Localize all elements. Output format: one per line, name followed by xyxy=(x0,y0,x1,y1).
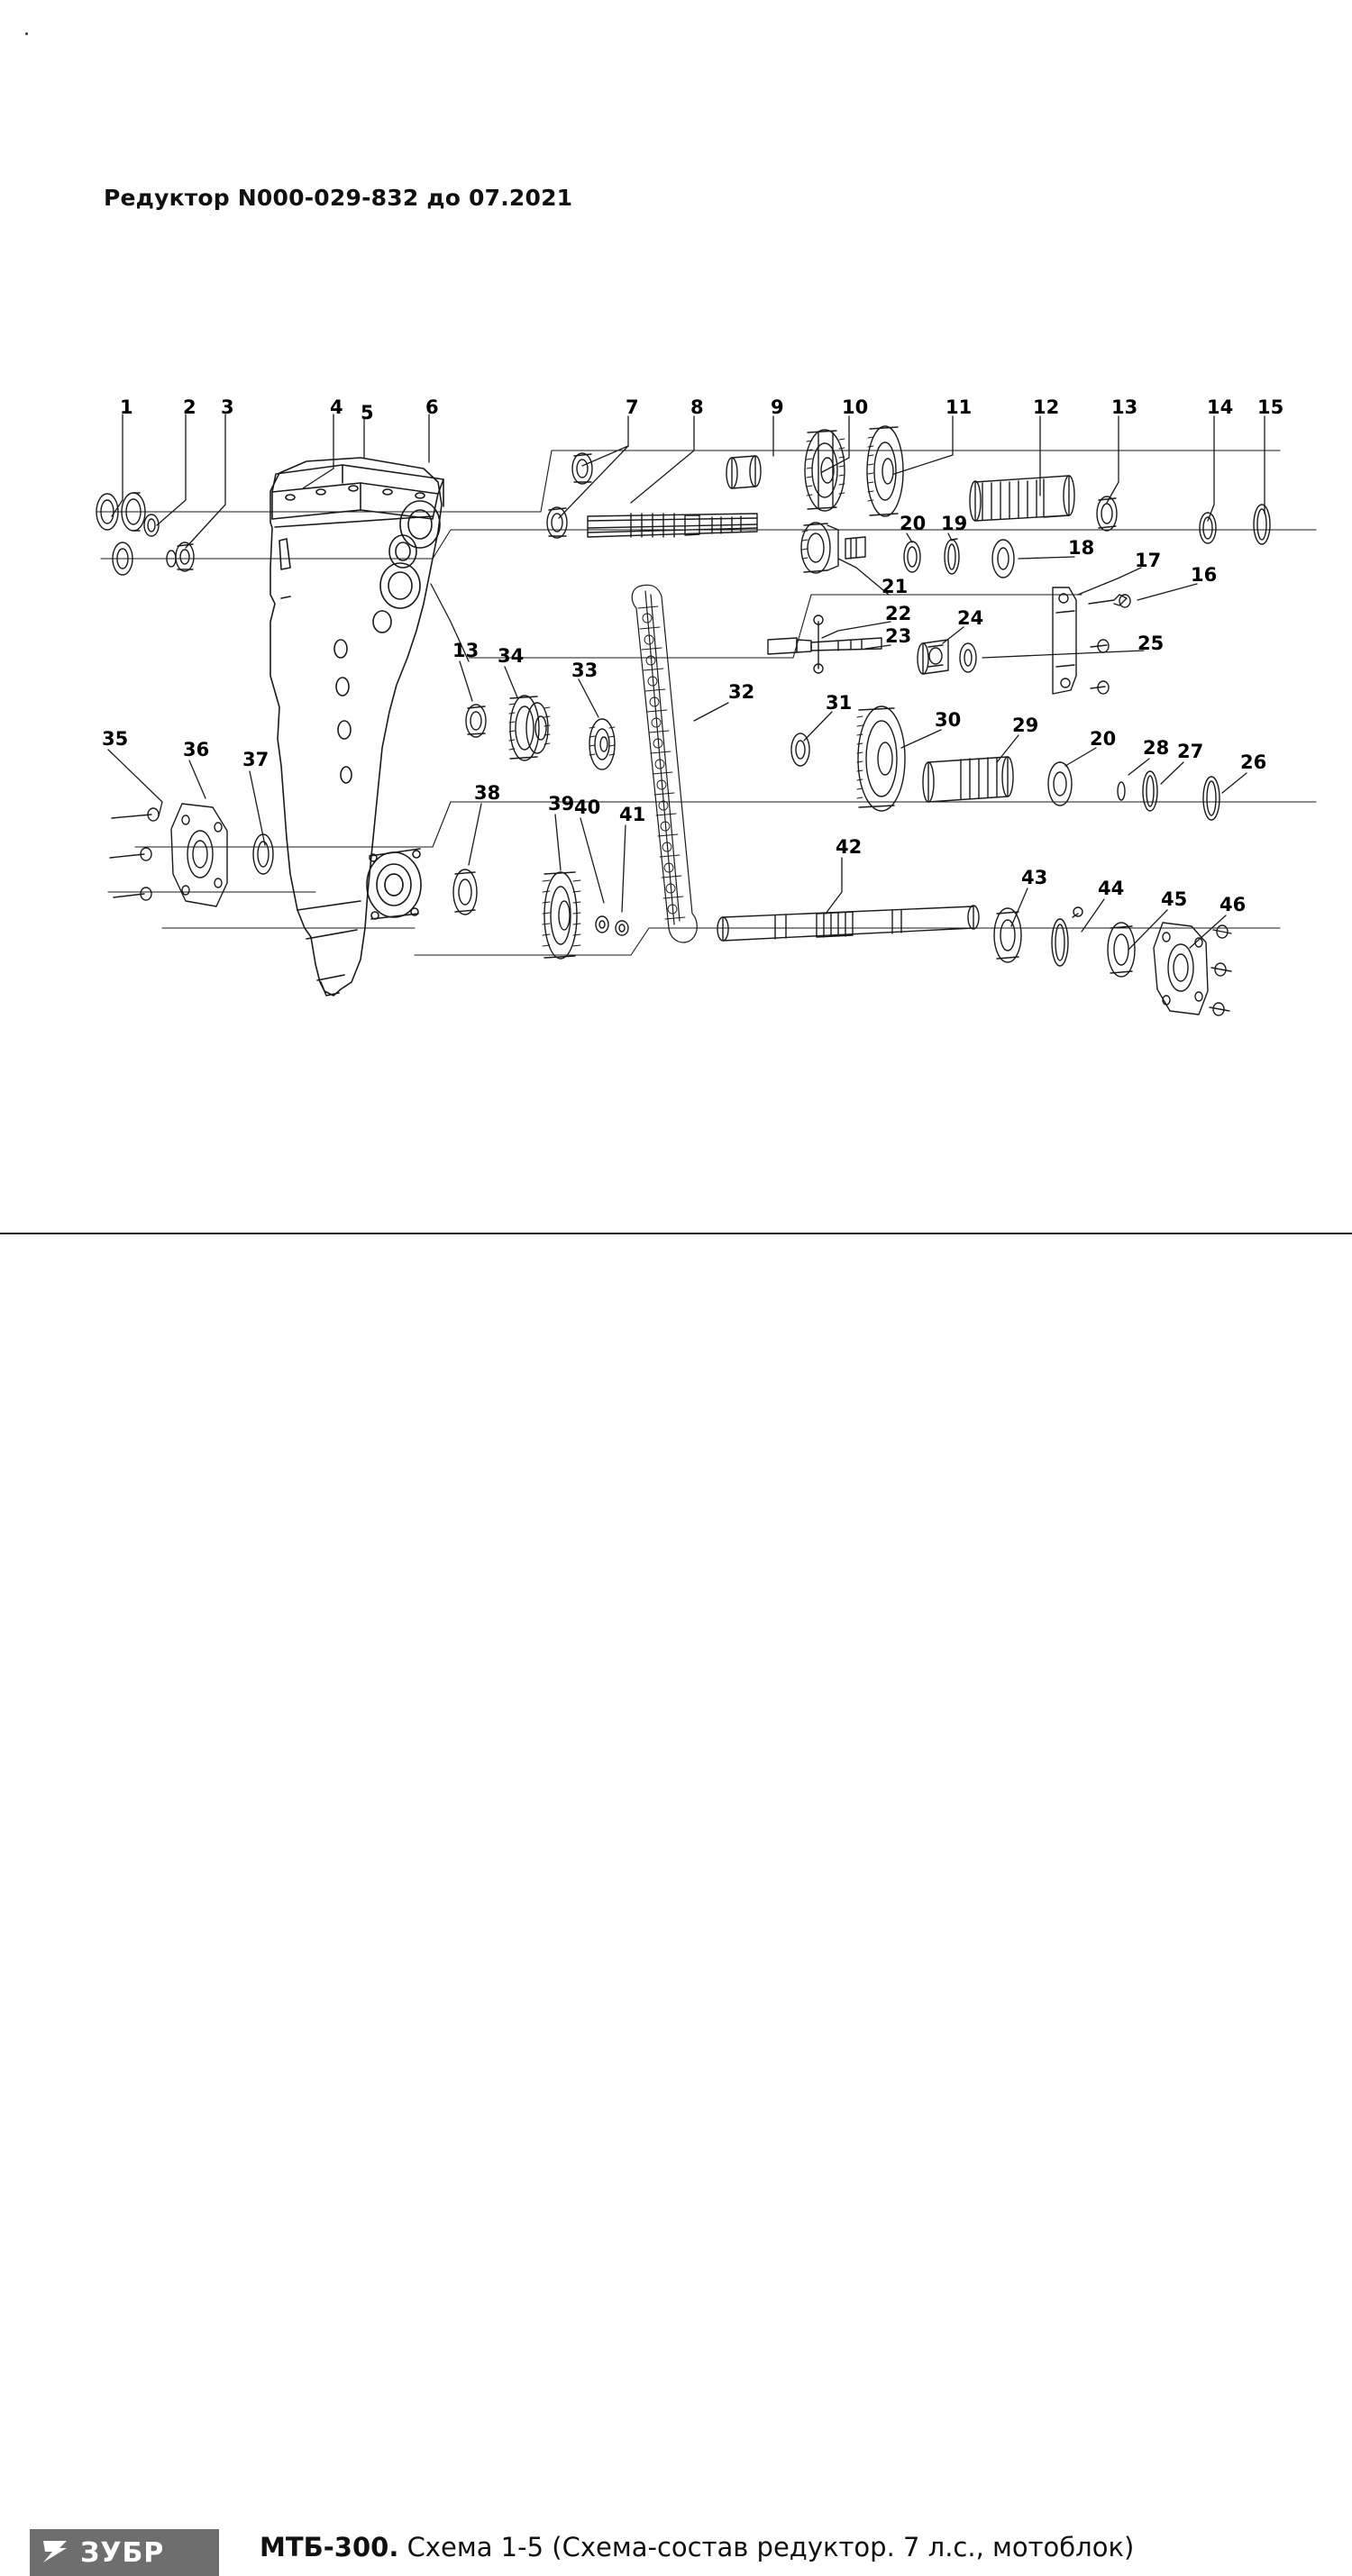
leader-lines-top xyxy=(112,414,1265,548)
callout-46: 46 xyxy=(1220,894,1247,915)
model-label: МТБ-300. xyxy=(260,2532,399,2562)
callout-37: 37 xyxy=(242,749,269,770)
callout-45: 45 xyxy=(1161,888,1188,910)
corner-dot xyxy=(25,32,28,35)
roller-chain xyxy=(632,585,697,942)
callout-20-upper: 20 xyxy=(900,513,927,534)
callout-19: 19 xyxy=(941,513,968,534)
callout-3: 3 xyxy=(221,396,234,418)
callout-25: 25 xyxy=(1137,633,1165,654)
leader-lines-mid xyxy=(108,533,1247,950)
callout-4: 4 xyxy=(330,396,343,418)
brand-logo xyxy=(30,2529,219,2576)
callout-20-lower: 20 xyxy=(1090,728,1117,750)
callout-44: 44 xyxy=(1098,878,1125,899)
callout-32: 32 xyxy=(728,681,755,703)
callout-31: 31 xyxy=(826,692,853,714)
callout-39: 39 xyxy=(548,793,575,815)
callout-28: 28 xyxy=(1143,737,1170,759)
callout-43: 43 xyxy=(1021,867,1048,888)
callout-8: 8 xyxy=(690,396,704,418)
callout-13-top: 13 xyxy=(1111,396,1138,418)
zubr-mark-icon xyxy=(37,2535,78,2570)
callout-41: 41 xyxy=(619,804,646,825)
callout-1: 1 xyxy=(120,396,133,418)
callout-40: 40 xyxy=(574,796,601,818)
callout-7: 7 xyxy=(626,396,639,418)
parts-row3-left xyxy=(110,804,477,915)
callout-17: 17 xyxy=(1135,550,1162,571)
callout-38: 38 xyxy=(474,782,501,804)
callout-33: 33 xyxy=(571,660,598,681)
callout-22: 22 xyxy=(885,603,912,624)
callout-24: 24 xyxy=(957,607,984,629)
callout-35: 35 xyxy=(102,728,129,750)
exploded-diagram xyxy=(0,297,1352,1243)
callout-29: 29 xyxy=(1012,715,1039,736)
callout-5: 5 xyxy=(361,402,374,423)
callout-6: 6 xyxy=(425,396,439,418)
callout-30: 30 xyxy=(935,709,962,731)
callout-36: 36 xyxy=(183,739,210,760)
footer-caption xyxy=(260,2532,1134,2562)
callout-10: 10 xyxy=(842,396,869,418)
footer xyxy=(0,1234,1352,2569)
callout-23: 23 xyxy=(885,625,912,647)
scheme-caption: Схема 1-5 (Схема-состав редуктор. 7 л.с., мотоблок) xyxy=(407,2532,1135,2562)
callout-9: 9 xyxy=(771,396,784,418)
gearbox-housing xyxy=(270,458,443,996)
callout-14: 14 xyxy=(1207,396,1234,418)
callout-11: 11 xyxy=(945,396,973,418)
parts-row3-right xyxy=(717,906,1231,1015)
callout-27: 27 xyxy=(1177,741,1204,762)
callout-2: 2 xyxy=(183,396,196,418)
callout-12: 12 xyxy=(1033,396,1060,418)
callout-26: 26 xyxy=(1240,751,1267,773)
callout-16: 16 xyxy=(1191,564,1218,586)
parts-row3-mid xyxy=(543,872,628,959)
callout-15: 15 xyxy=(1257,396,1284,418)
page-title: Редуктор N000-029-832 до 07.2021 xyxy=(104,185,573,211)
callout-34: 34 xyxy=(498,645,525,667)
callout-42: 42 xyxy=(836,836,863,858)
callout-18: 18 xyxy=(1068,537,1095,559)
callout-21: 21 xyxy=(882,576,909,597)
brand-name: ЗУБР xyxy=(80,2536,165,2569)
callout-13-mid: 13 xyxy=(452,640,480,661)
